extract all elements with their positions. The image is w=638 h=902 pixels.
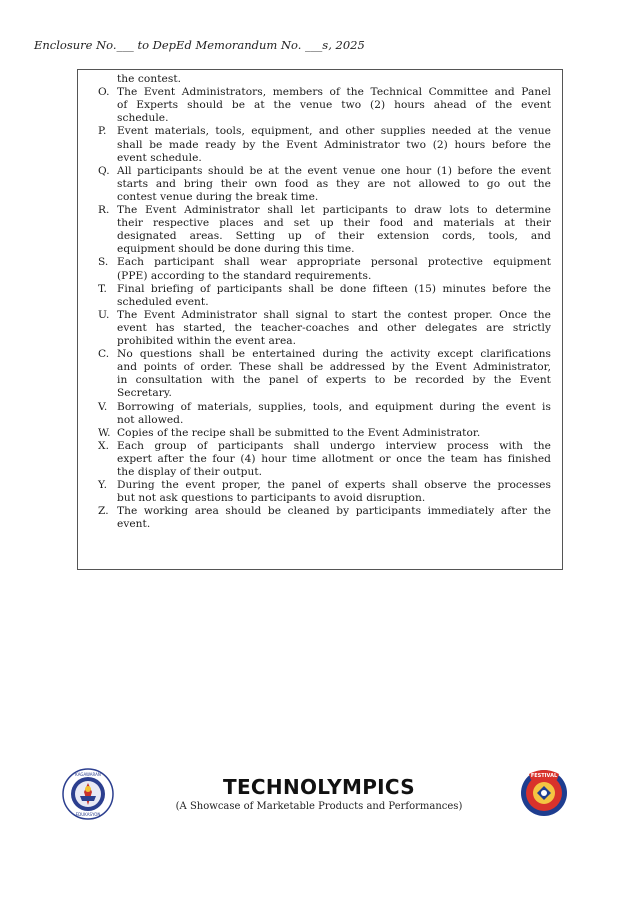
item-text-line: Secretary.: [117, 387, 172, 400]
item-label: W.: [98, 426, 111, 439]
item-text-line: Borrowing of materials, supplies, tools, and equipment during the event is: [117, 400, 551, 413]
item-text-line: event schedule.: [117, 151, 202, 164]
item-text-line: Event materials, tools, equipment, and other supplies needed at the venue: [117, 125, 551, 138]
item-text-line: designated areas. Setting up of their extension cords, tools, and: [117, 230, 551, 243]
item-text-line: prohibited within the event area.: [117, 335, 297, 347]
item-text-line: The Event Administrator shall let participants to draw lots to determine: [117, 204, 551, 216]
item-text-line: Copies of the recipe shall be submitted to the Event Administrator.: [117, 426, 481, 439]
item-text-line: During the event proper, the panel of experts shall observe the processes: [117, 479, 551, 492]
item-label: Y.: [98, 479, 108, 492]
item-text-line: shall be made ready by the Event Administrator two (2) hours before the: [117, 138, 551, 151]
item-text-line: No questions shall be entertained during the activity except clarifications: [117, 348, 551, 361]
item-text-line: and points of order. These shall be addressed by the Event Administrator,: [117, 361, 551, 374]
item-text-line: event.: [117, 518, 151, 531]
item-label: O.: [98, 86, 110, 99]
item-text-line: All participants should be at the event venue one hour (1) before the event: [117, 164, 551, 177]
item-text-line: event has started, the teacher-coaches and other delegates are strictly: [117, 321, 551, 334]
item-label: R.: [98, 204, 110, 216]
item-label: Z.: [98, 505, 109, 518]
item-label: T.: [98, 282, 107, 295]
item-text-line: The Event Administrators, members of the Technical Committee and Panel: [117, 86, 551, 99]
svg-text:KAGAWARAN: KAGAWARAN: [75, 772, 101, 777]
item-text-line: starts and bring their own food as they are not allowed to go out the: [117, 177, 551, 190]
svg-text:FESTIVAL: FESTIVAL: [530, 773, 558, 779]
item-text-line: their respective places and set up their food and materials at their: [117, 217, 551, 230]
item-text-line: scheduled event.: [117, 295, 209, 308]
content-box: [77, 69, 563, 570]
item-text-line: not allowed.: [117, 413, 184, 426]
item-label: U.: [98, 308, 110, 321]
item-text-line: the contest.: [117, 73, 182, 85]
item-text-line: (PPE) according to the standard requirements.: [117, 269, 372, 282]
item-text-line: The Event Administrator shall signal to start the contest proper. Once the: [117, 308, 551, 321]
enclosure-header: Enclosure No.___ to DepEd Memorandum No. ___s, 2025: [34, 38, 365, 52]
item-text-line: but not ask questions to participants to avoid disruption.: [117, 492, 426, 505]
item-label: Q.: [98, 164, 110, 177]
footer-subtitle: (A Showcase of Marketable Products and Performances): [175, 801, 463, 812]
festival-logo-icon: [519, 766, 569, 818]
svg-text:EDUKASYON: EDUKASYON: [75, 812, 101, 817]
item-text-line: contest venue during the break time.: [117, 190, 319, 203]
item-label: S.: [98, 256, 109, 269]
item-text-line: equipment should be done during this time.: [117, 243, 355, 256]
item-label: C.: [98, 348, 110, 361]
item-text-line: of Experts should be at the venue two (2) hours ahead of the event: [117, 99, 551, 112]
item-text-line: the display of their output.: [117, 466, 263, 478]
item-label: V.: [98, 400, 108, 413]
item-text-line: schedule.: [117, 112, 169, 125]
item-text-line: in consultation with the panel of experts to be recorded by the Event: [117, 374, 551, 387]
item-text-line: Final briefing of participants shall be done fifteen (15) minutes before the: [117, 282, 551, 295]
item-text-line: expert after the four (4) hour time allotment or once the team has finished: [117, 452, 551, 465]
item-text-line: The working area should be cleaned by participants immediately after the: [117, 505, 551, 518]
item-text-line: Each group of participants shall undergo interview process with the: [117, 439, 551, 452]
item-label: X.: [98, 439, 110, 452]
item-label: P.: [98, 125, 107, 138]
item-text-line: Each participant shall wear appropriate personal protective equipment: [117, 256, 551, 269]
footer-title: TECHNOLYMPICS: [223, 775, 415, 799]
